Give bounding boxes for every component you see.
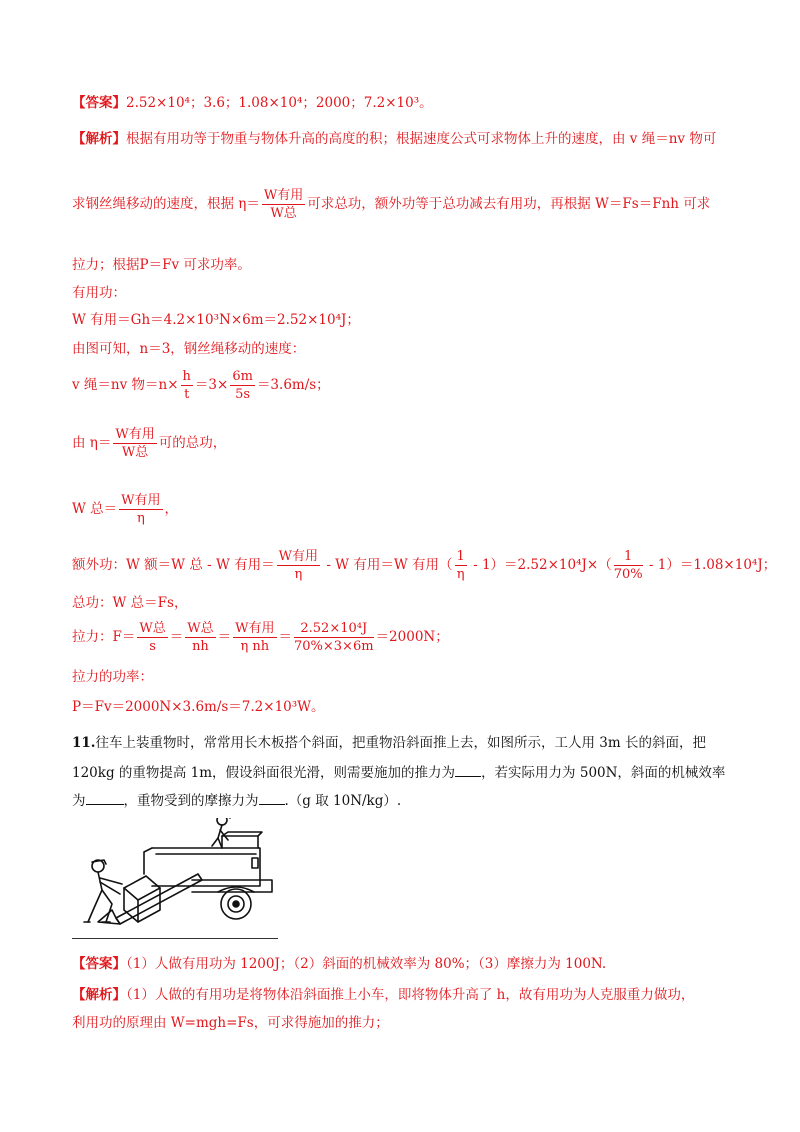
fraction-numerator: W有用: [278, 549, 319, 564]
question-11-line-3: [72, 792, 401, 810]
fraction: [137, 620, 167, 655]
analysis-line-2: [72, 186, 710, 222]
answer-tag: 【答案】: [72, 95, 126, 111]
question-text: ，若实际用力为 500N，斜面的机械效率: [481, 765, 726, 781]
equation-text: 额外功：W 额＝W 总 - W 有用＝: [72, 557, 275, 573]
question-text: 往车上装重物时，常常用长木板搭个斜面，把重物沿斜面推上去，如图所示，工人用 3m 长的斜面，把: [95, 735, 706, 751]
fraction-numerator: W总: [187, 621, 214, 636]
question-number: 11.: [72, 735, 96, 751]
fraction-numerator: 2.52×10⁴J: [294, 620, 374, 638]
question-11-line-2: [72, 764, 725, 782]
fraction-denominator: η: [294, 567, 303, 582]
fraction-numerator: 1: [456, 549, 465, 564]
question-text: ，重物受到的摩擦力为: [123, 793, 259, 809]
useful-work-equation: W 有用＝Gh＝4.2×10³N×6m＝2.52×10⁴J；: [72, 312, 360, 328]
analysis-text: 可求总功，额外功等于总功减去有用功，再根据 W＝Fs＝Fnh 可求: [307, 196, 711, 212]
analysis-text: （1）人做的有用功是将物体沿斜面推上小车，即将物体升高了 h，故有用功为人克服重力做功，: [126, 987, 695, 1003]
useful-work-title: 有用功：: [72, 285, 126, 301]
analysis-line-2-1: [72, 986, 694, 1004]
fraction: [614, 548, 643, 583]
question-11-line-1: [72, 734, 706, 752]
figure-baseline: [72, 938, 278, 939]
fraction: [119, 492, 162, 527]
fraction-denominator: 70%×3×6m: [294, 639, 374, 654]
fraction: [185, 620, 215, 655]
fraction: [233, 620, 276, 655]
equation-text: - W 有用＝W 有用（: [322, 557, 453, 573]
analysis-line-1: [72, 130, 716, 148]
fraction-numerator: W有用: [263, 188, 304, 203]
fraction: [113, 426, 156, 461]
answer-line: [72, 94, 433, 112]
fraction-numerator: h: [182, 369, 191, 384]
total-work-fs: 总功：W 总＝Fs，: [72, 595, 188, 611]
fraction-denominator: W总: [270, 206, 297, 221]
question-text: .（g 取 10N/kg）.: [284, 793, 402, 809]
answer-blank: [455, 776, 481, 777]
equation-text: ，: [164, 501, 179, 517]
fraction: [181, 368, 193, 403]
equation-text: ＝3×: [194, 377, 229, 393]
fraction-numerator: 1: [614, 548, 643, 566]
analysis-text: 根据有用功等于物重与物体升高的高度的积；根据速度公式可求物体上升的速度，由 v 绳＝nv 物可: [126, 131, 717, 147]
fraction-denominator: W总: [121, 445, 149, 460]
answer-blank: [259, 804, 285, 805]
fraction-numerator: W有用: [121, 493, 161, 508]
question-text: 为: [72, 793, 86, 809]
fraction-denominator: t: [184, 387, 190, 402]
equation-text: - 1）＝2.52×10⁴J×（: [468, 557, 612, 573]
equation-text: - 1）＝1.08×10⁴J；: [644, 557, 777, 573]
fraction: [262, 187, 305, 222]
eta-line: [72, 424, 226, 462]
analysis-text: 求钢丝绳移动的速度，根据 η＝: [72, 196, 260, 212]
equation-text: ＝2000N；: [375, 629, 449, 645]
analysis-line-2-2: 利用功的原理由 W=mgh=Fs，可求得施加的推力；: [72, 1015, 389, 1031]
fraction-numerator: W有用: [115, 427, 155, 442]
power-equation: P＝Fv＝2000N×3.6m/s＝7.2×10³W。: [72, 699, 325, 715]
answer-blank: [86, 804, 124, 805]
fraction-numerator: W总: [139, 621, 166, 636]
answer-line-2: [72, 955, 606, 973]
pull-force-line: 拉力：F＝ $\frac{\text{W总}}{s}$ ＝ $\frac{\text{W总}}{nh}$ ＝ $\frac{\text{W有用}}{\text{η nh}}$ ＝ $\frac{\text{2.52×10⁴J}}{70\%\times 3\times 6m}$ ＝2000N；: [72, 621, 449, 654]
equation-text: 拉力：F＝: [72, 629, 136, 645]
total-work-line: [72, 490, 178, 528]
fraction: [230, 368, 255, 403]
power-title: 拉力的功率：: [72, 669, 153, 685]
fraction-numerator: 6m: [232, 369, 253, 384]
equation-text: 由 η＝: [72, 435, 112, 451]
answer-text: （1）人做有用功为 1200J；（2）斜面的机械效率为 80%；（3）摩擦力为 100N.: [126, 956, 607, 972]
fraction: [455, 548, 467, 583]
equation-text: v 绳＝nv 物＝n×: [72, 377, 179, 393]
equation-text: ＝3.6m/s；: [256, 377, 330, 393]
fraction-denominator: nh: [192, 639, 209, 654]
truck-incline-figure: [72, 818, 278, 940]
fraction-numerator: W有用: [235, 621, 275, 636]
answer-text: 2.52×10⁴；3.6；1.08×10⁴；2000；7.2×10³。: [126, 95, 433, 111]
equation-text: W 总＝: [72, 501, 118, 517]
equation-text: 可的总功，: [158, 435, 227, 451]
analysis-tag: 【解析】: [72, 987, 126, 1003]
fraction: [294, 620, 374, 655]
fraction: [277, 548, 320, 583]
fraction-denominator: s: [149, 639, 156, 654]
fraction-denominator: 70%: [613, 567, 643, 582]
question-text: 120kg 的重物提高 1m，假设斜面很光滑，则需要施加的推力为: [72, 765, 456, 781]
fraction-denominator: η nh: [240, 639, 270, 654]
fraction-denominator: η: [136, 511, 145, 526]
velocity-line: [72, 366, 330, 404]
analysis-line-3: 拉力；根据P＝Fv 可求功率。: [72, 257, 251, 273]
fraction-denominator: 5s: [235, 387, 251, 402]
extra-work-line: [72, 546, 776, 584]
answer-tag: 【答案】: [72, 956, 126, 972]
analysis-tag: 【解析】: [72, 131, 126, 147]
n-line: 由图可知，n＝3，钢丝绳移动的速度：: [72, 341, 306, 357]
fraction-denominator: η: [456, 567, 465, 582]
